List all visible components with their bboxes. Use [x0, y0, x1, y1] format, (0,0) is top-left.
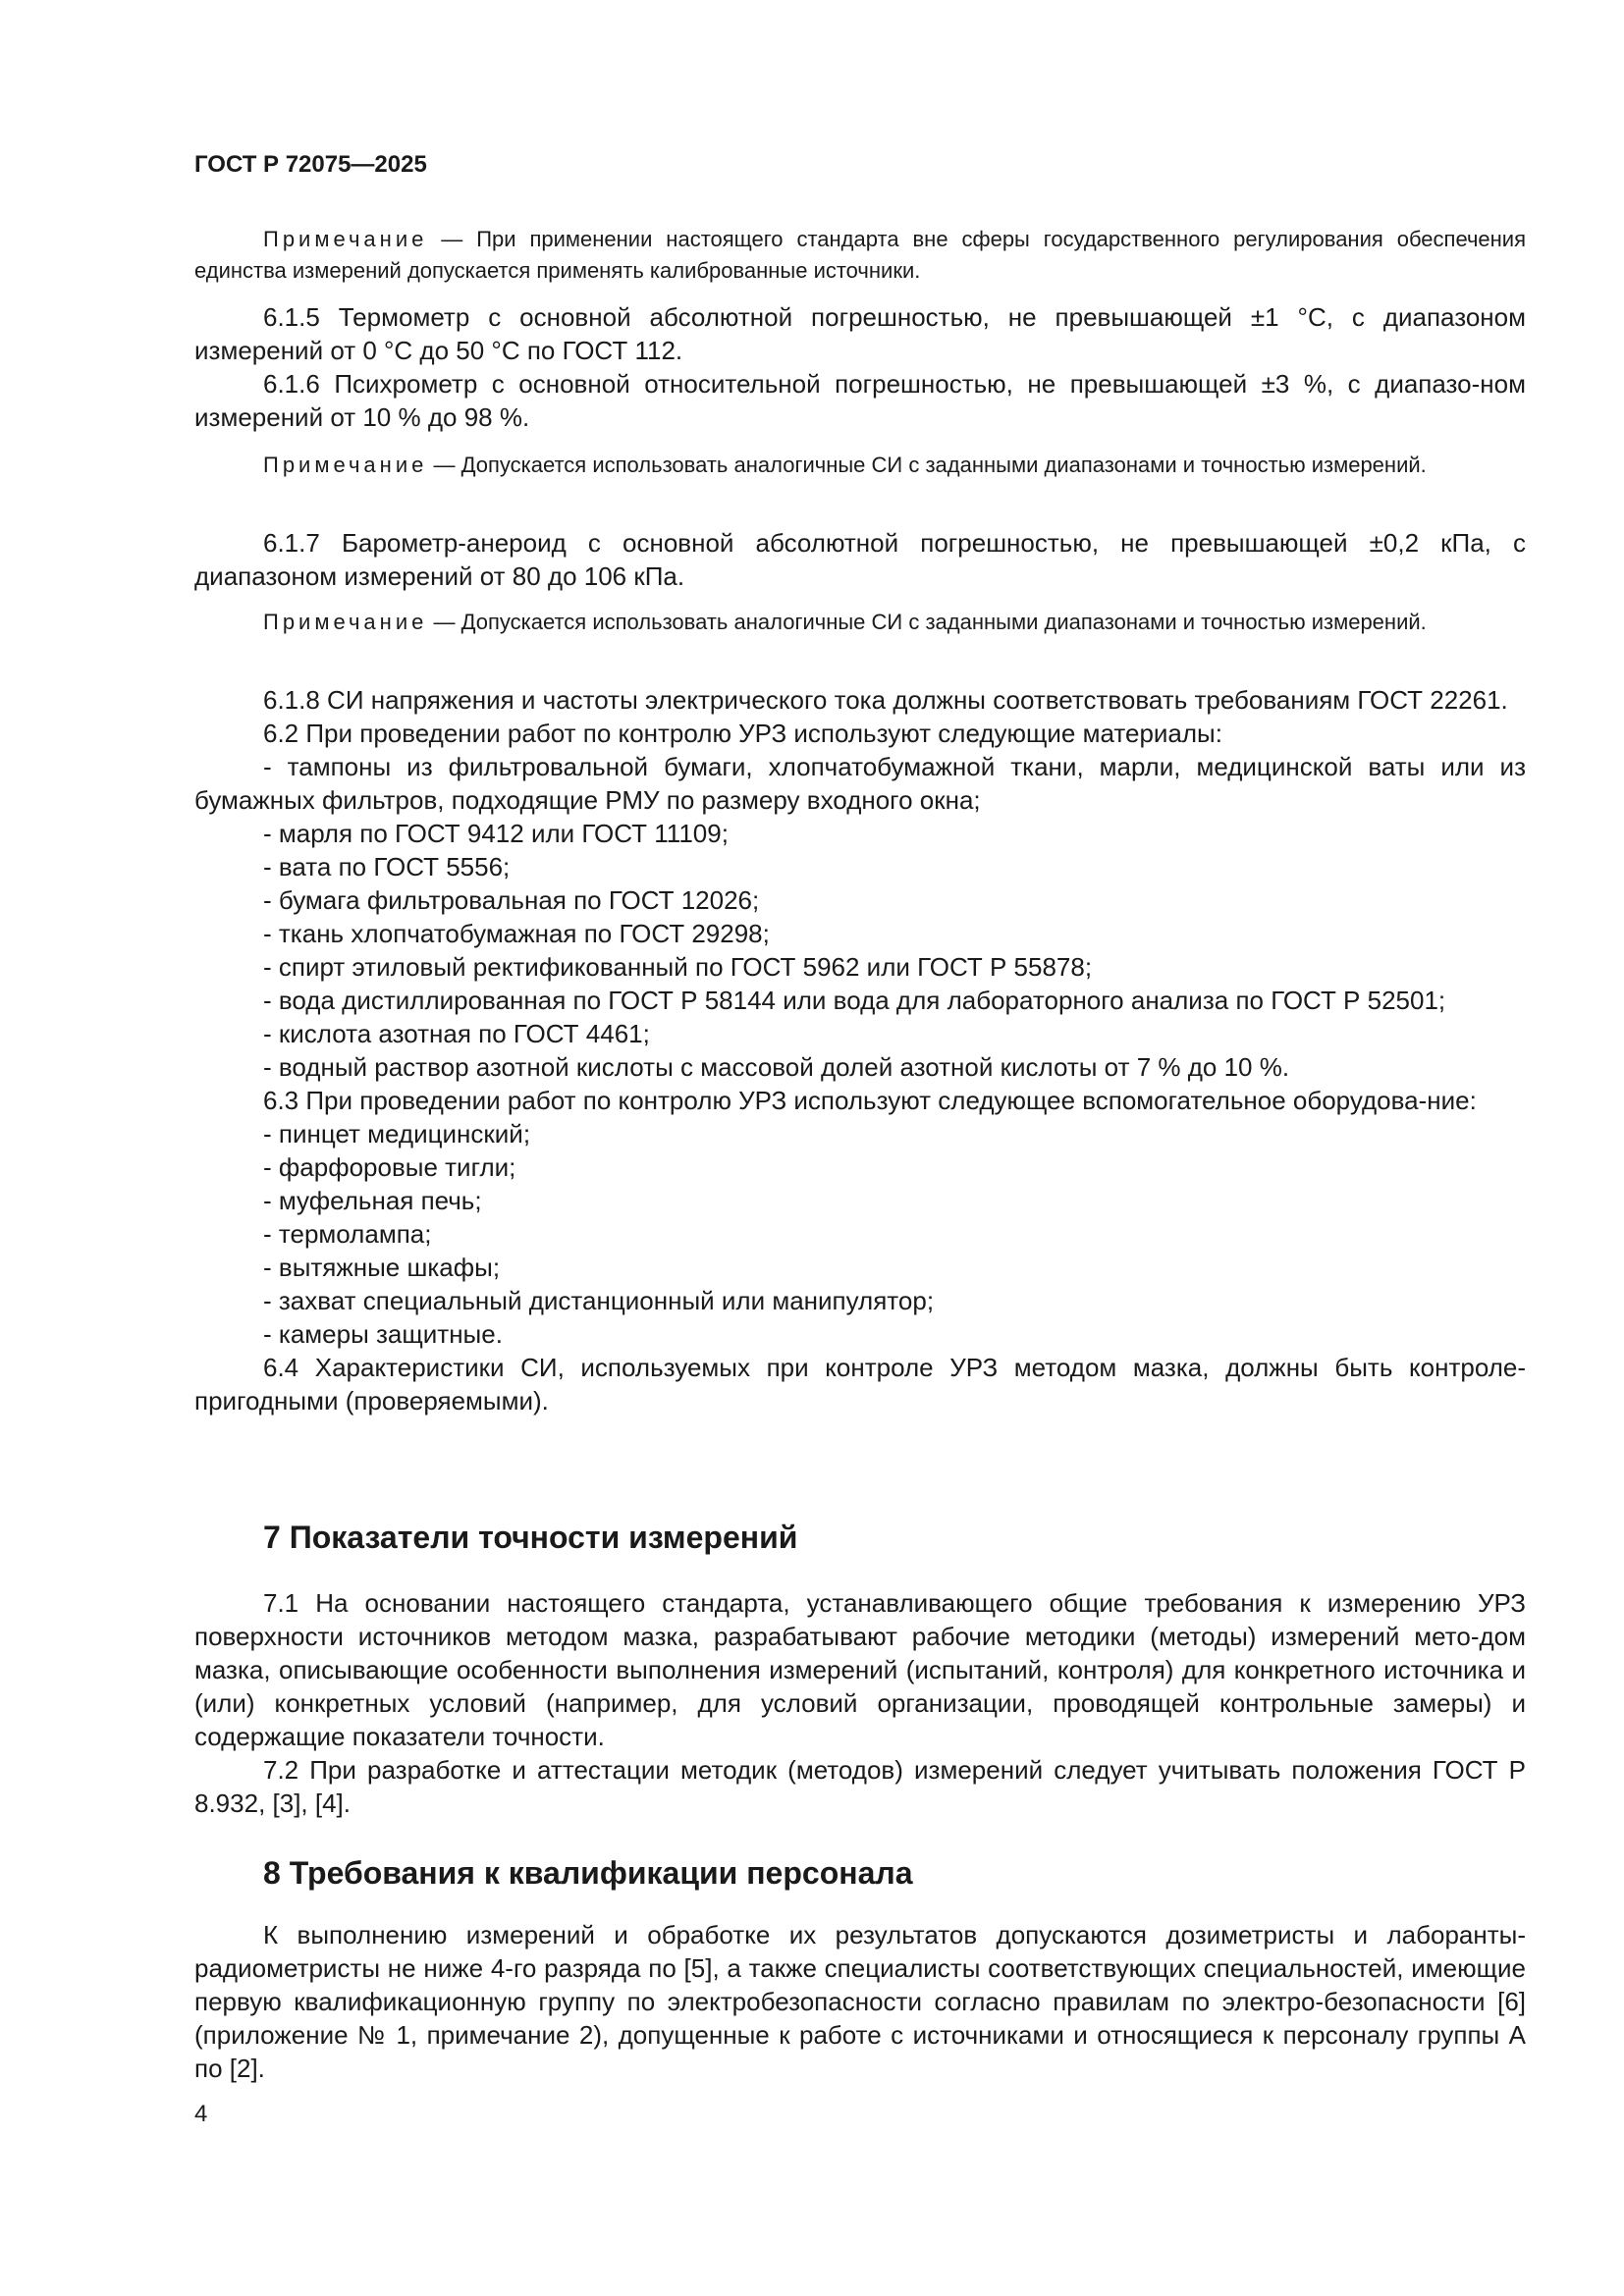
list-item-material: - вода дистиллированная по ГОСТ Р 58144 или вода для лабораторного анализа по ГОСТ Р 52501; — [263, 986, 1446, 1015]
paragraph-6-1-8: 6.1.8 СИ напряжения и частоты электрического тока должны соответствовать требованиям ГОСТ 22261. — [263, 685, 1508, 715]
note-label: Примечание — [263, 227, 428, 251]
list-item-equipment: - вытяжные шкафы; — [263, 1253, 501, 1282]
section-7-heading: 7 Показатели точности измерений — [263, 1520, 798, 1555]
list-item-equipment: - захват специальный дистанционный или манипулятор; — [263, 1286, 935, 1315]
paragraph-6-1-6: 6.1.6 Психрометр с основной относительной погрешностью, не превышающей ±3 %, с диапазо-ном измерений от 10 % до 98 %. — [194, 369, 1526, 432]
paragraph-7-1: 7.1 На основании настоящего стандарта, устанавливающего общие требования к измерению УРЗ поверхности источников методом мазка, разрабатывают рабочие методики (методы) измерений мето-дом мазка, описывающие особенности выполнения измерений (испытаний, контроля) для конкретного источника и (или) конкретных условий (например, для условий организации, проводящей контрольные замеры) и содержащие показатели точности. — [194, 1588, 1526, 1751]
list-item-equipment: - пинцет медицинский; — [263, 1119, 531, 1148]
paragraph-7-2: 7.2 При разработке и аттестации методик (методов) измерений следует учитывать положения ГОСТ Р 8.932, [3], [4]. — [194, 1755, 1526, 1818]
section-8-body — [194, 1918, 1526, 2085]
list-item-material: - водный раствор азотной кислоты с массовой долей азотной кислоты от 7 % до 10 %. — [263, 1052, 1290, 1082]
page-number: 4 — [194, 2101, 208, 2127]
paragraph-6-2: 6.2 При проведении работ по контролю УРЗ используют следующие материалы: — [263, 719, 1222, 748]
paragraph-6-1-7: 6.1.7 Барометр-анероид с основной абсолютной погрешностью, не превышающей ±0,2 кПа, с диапазоном измерений от 80 до 106 кПа. — [194, 528, 1526, 591]
list-item-equipment: - термолампа; — [263, 1219, 432, 1249]
list-item-equipment: - фарфоровые тигли; — [263, 1152, 516, 1182]
note-3: Примечание — Допускается использовать аналогичные СИ с заданными диапазонами и точностью измерений. — [263, 610, 1427, 634]
list-item-material: - вата по ГОСТ 5556; — [263, 852, 511, 881]
paragraph-6-3: 6.3 При проведении работ по контролю УРЗ используют следующее вспомогательное оборудова-ние: — [263, 1086, 1477, 1115]
list-item-equipment: - камеры защитные. — [263, 1319, 503, 1349]
paragraph-8: К выполнению измерений и обработке их результатов допускаются дозиметристы и лаборанты-радиометристы не ниже 4-го разряда по [5], а также специалисты соответствующих специальностей, имеющие первую квалификационную группу по электробезопасности согласно правилам по электро-безопасности [6] (приложение № 1, примечание 2), допущенные к работе с источниками и относящиеся к персоналу группы А по [2]. — [194, 1920, 1526, 2083]
section-7-body — [194, 1586, 1526, 1820]
paragraph-6-1-5: 6.1.5 Термометр с основной абсолютной погрешностью, не превышающей ±1 °С, с диапазоном измерений от 0 °С до 50 °С по ГОСТ 112. — [194, 302, 1526, 365]
paragraph-6-4: 6.4 Характеристики СИ, используемых при контроле УРЗ методом мазка, должны быть контроле-пригодными (проверяемыми). — [194, 1353, 1526, 1415]
section-6-continued — [194, 683, 1526, 1417]
list-item-equipment: - муфельная печь; — [263, 1186, 482, 1215]
list-item-material: - тампоны из фильтровальной бумаги, хлопчатобумажной ткани, марли, медицинской ваты или из бумажных фильтров, подходящие РМУ по размеру входного окна; — [194, 752, 1526, 815]
list-item-material: - марля по ГОСТ 9412 или ГОСТ 11109; — [263, 819, 729, 848]
document-header: ГОСТ Р 72075—2025 — [194, 151, 427, 178]
list-item-material: - спирт этиловый ректификованный по ГОСТ 5962 или ГОСТ Р 55878; — [263, 952, 1093, 982]
note-1: Примечание — При применении настоящего стандарта вне сферы государственного регулирования обеспечения единства измерений допускается применять калиброванные источники. — [194, 227, 1526, 283]
list-item-material: - ткань хлопчатобумажная по ГОСТ 29298; — [263, 919, 770, 948]
list-item-material: - бумага фильтровальная по ГОСТ 12026; — [263, 885, 760, 915]
section-8-heading: 8 Требования к квалификации персонала — [263, 1855, 913, 1891]
note-2: Примечание — Допускается использовать аналогичные СИ с заданными диапазонами и точностью измерений. — [263, 453, 1427, 477]
list-item-material: - кислота азотная по ГОСТ 4461; — [263, 1019, 650, 1048]
